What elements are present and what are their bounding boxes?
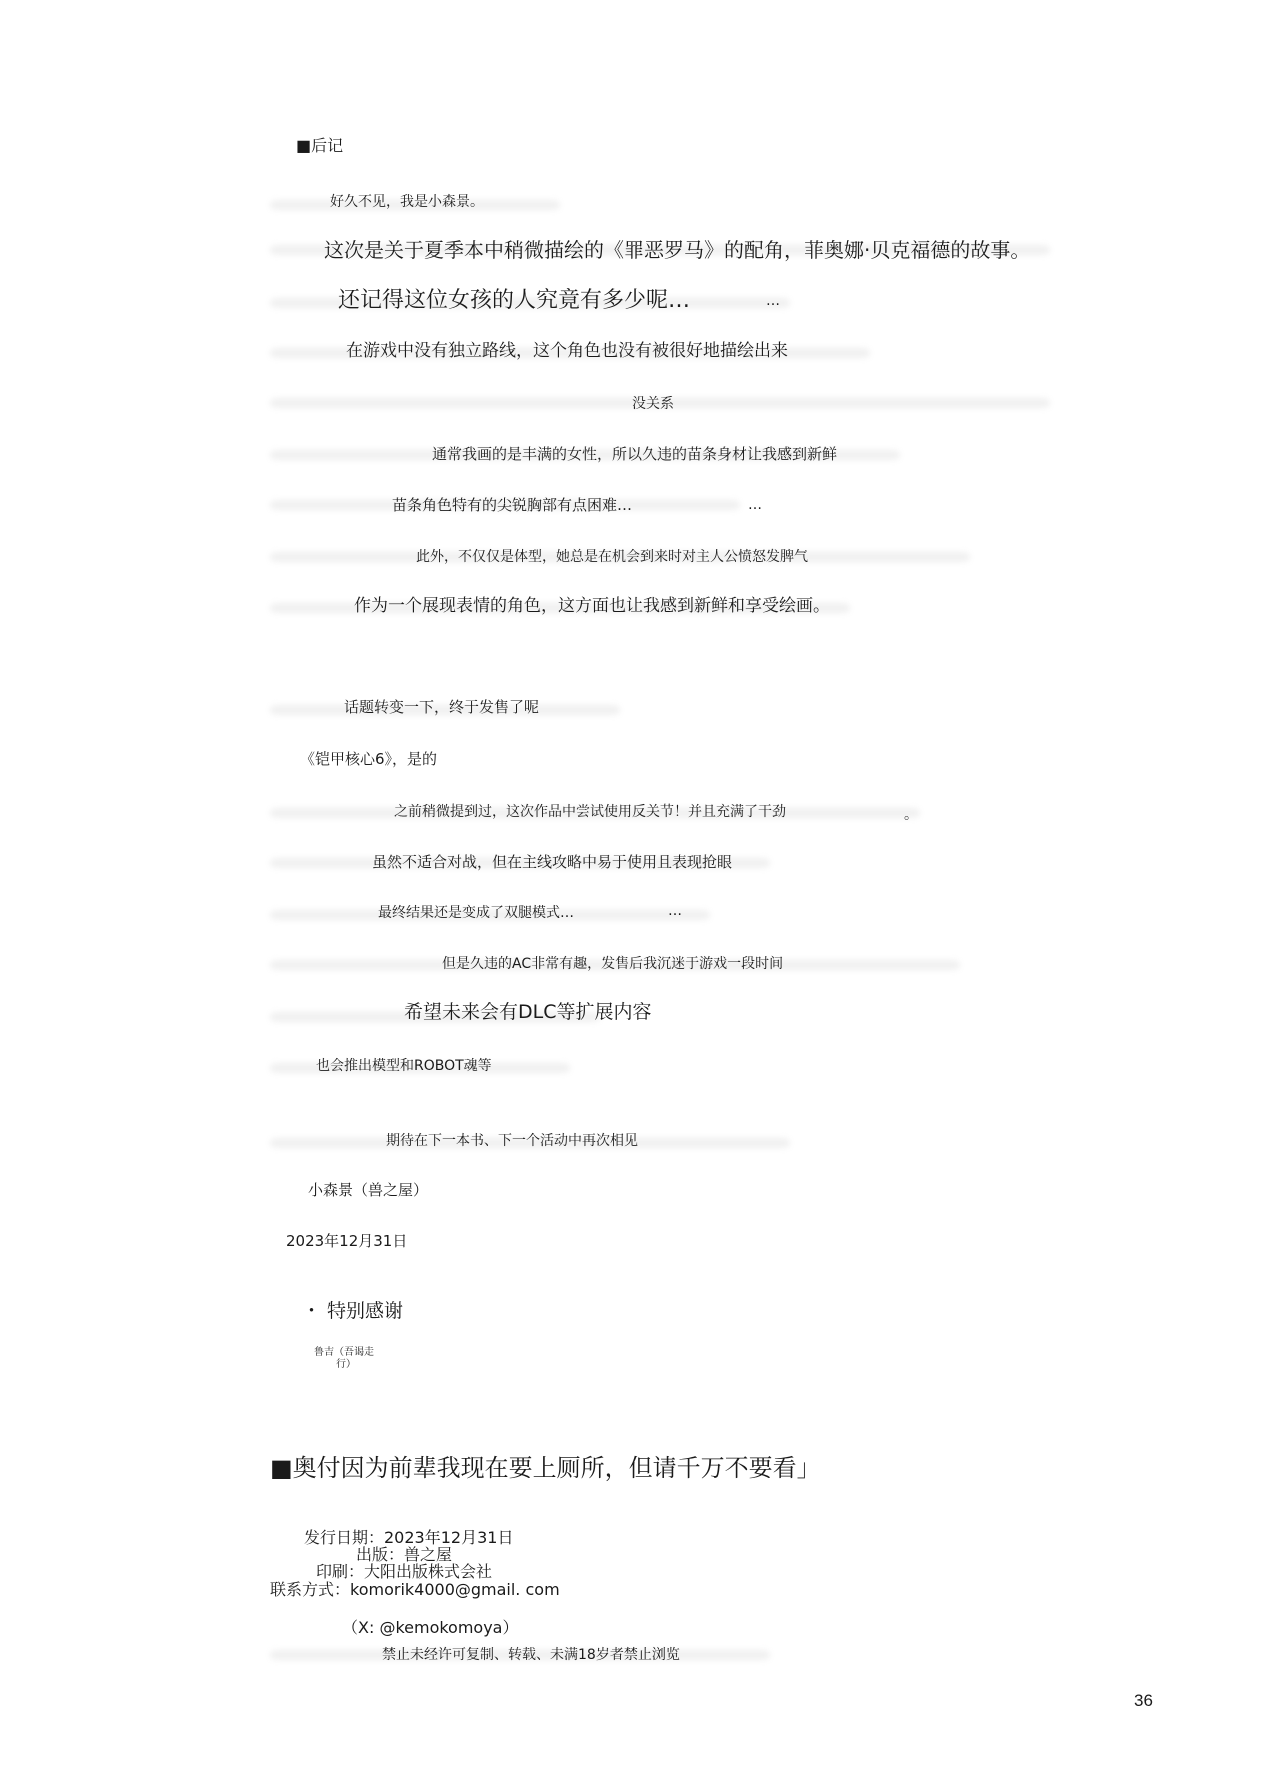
afterword-line: 期待在下一本书、下一个活动中再次相见 (386, 1133, 638, 1149)
contact-email: 联系方式：komorik4000@gmail. com (270, 1580, 560, 1599)
afterword-line: 话题转变一下，终于发售了呢 (344, 698, 540, 716)
afterword-line: 作为一个展现表情的角色，这方面也让我感到新鲜和享受绘画。 (354, 596, 830, 616)
thanks-name: 鲁吉（吾谒走 (314, 1347, 374, 1358)
publisher: 出版：兽之屋 (356, 1545, 453, 1564)
author-signature: 小森景（兽之屋） (308, 1181, 429, 1199)
afterword-line: 。 (904, 807, 918, 823)
afterword-heading: ■后记 (296, 136, 344, 155)
afterword-line: 之前稍微提到过，这次作品中尝试使用反关节！并且充满了干劲 (394, 804, 786, 820)
x-account: （X: @kemokomoya） (342, 1618, 519, 1637)
trailing-dots: … (668, 903, 682, 919)
afterword-line: 虽然不适合对战，但在主线攻略中易于使用且表现抢眼 (372, 853, 733, 871)
afterword-line: 好久不见，我是小森景。 (330, 194, 484, 210)
trailing-dots: … (766, 293, 780, 309)
colophon-title: ■奥付因为前辈我现在要上厕所，但请千万不要看」 (270, 1454, 821, 1482)
afterword-date: 2023年12月31日 (286, 1232, 408, 1250)
thanks-heading: ・ 特别感谢 (302, 1300, 404, 1322)
afterword-line: 没关系 (632, 396, 674, 412)
afterword-line: 但是久违的AC非常有趣，发售后我沉迷于游戏一段时间 (442, 956, 784, 972)
afterword-line: 通常我画的是丰满的女性，所以久违的苗条身材让我感到新鲜 (432, 445, 838, 463)
afterword-line: 《铠甲核心6》，是的 (300, 750, 438, 768)
printer: 印刷：大阳出版株式会社 (316, 1562, 493, 1581)
afterword-line: 希望未来会有DLC等扩展内容 (404, 1001, 652, 1023)
afterword-line: 这次是关于夏季本中稍微描绘的《罪恶罗马》的配角，菲奥娜·贝克福德的故事。 (324, 238, 1031, 262)
afterword-line: 苗条角色特有的尖锐胸部有点困难… (392, 496, 633, 514)
afterword-line: 也会推出模型和ROBOT魂等 (316, 1058, 492, 1074)
afterword-line: 在游戏中没有独立路线，这个角色也没有被很好地描绘出来 (346, 341, 788, 361)
publish-date: 发行日期：2023年12月31日 (304, 1528, 514, 1547)
afterword-line: 最终结果还是变成了双腿模式… (378, 905, 574, 921)
thanks-name-cont: 行） (336, 1359, 356, 1370)
afterword-line: 此外，不仅仅是体型，她总是在机会到来时对主人公愤怒发脾气 (416, 549, 808, 565)
page-number: 36 (1134, 1691, 1153, 1710)
afterword-line: 还记得这位女孩的人究竟有多少呢… (338, 288, 691, 313)
copyright-notice: 禁止未经许可复制、转载、未满18岁者禁止浏览 (382, 1647, 680, 1663)
trailing-dots: … (748, 497, 762, 513)
